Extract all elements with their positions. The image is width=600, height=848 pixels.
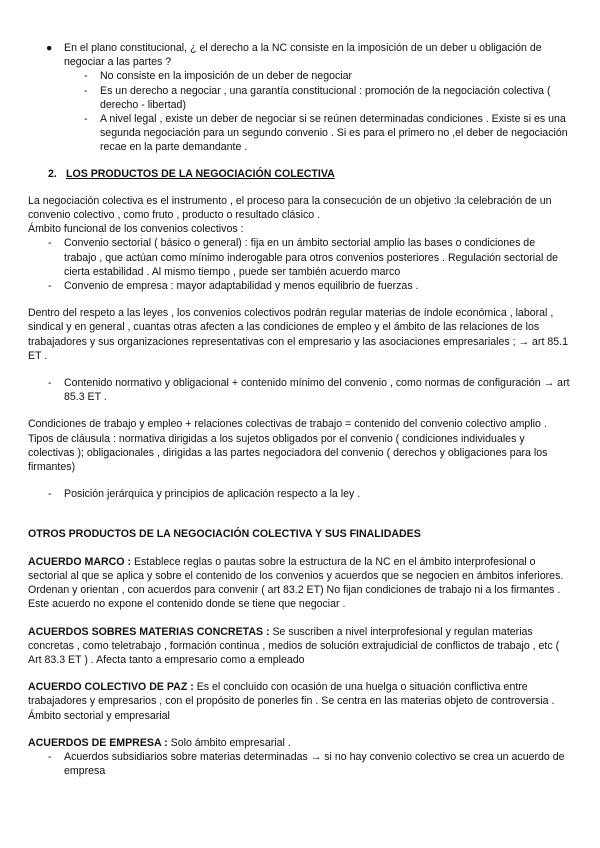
empresa-item [28,750,570,778]
posicion-item-text: Posición jerárquica y principios de aplicación respecto a la ley . [64,488,361,501]
empresa-item-text: Acuerdos subsidiarios sobre materias determinadas → si no hay convenio colectivo se crea un acuerdo de empresa [64,750,565,778]
materias-text: Se suscriben a nivel interprofesional y regulan materias concretas , como teletrabajo , formación continua , medios de solución extrajudicial de conflictos de trabajo , etc ( Art 83.3 ET ) . Afecta tanto a empresario como a empleado [28,625,560,666]
posicion-item [28,487,570,501]
acuerdo-marco-paragraph [28,555,570,612]
section-title: LOS PRODUCTOS DE LA NEGOCIACIÓN COLECTIVA [66,167,335,180]
dash-icon: - [48,237,52,250]
contenido-item [28,376,570,404]
dash-icon: - [48,488,52,501]
ambito-item-2 [28,279,570,293]
bullet-icon: ● [46,42,53,54]
section-number: 2. [48,167,57,180]
section-2-paragraph-4: Tipos de cláusula : normativa dirigidas a los sujetos obligados por el convenio ( condiciones individuales y colectivas ); obligacionales , dirigidas a las partes negociadora del convenio ( derechos y obligaciones para los firmantes) [28,432,548,474]
section-3-heading: OTROS PRODUCTOS DE LA NEGOCIACIÓN COLECTIVA Y SUS FINALIDADES [28,528,421,541]
empresa-label: ACUERDOS DE EMPRESA : [28,736,168,749]
dash-icon: - [84,113,88,126]
empresa-text: Solo ámbito empresarial . [167,736,291,749]
dash-icon: - [84,70,88,83]
acuerdo-marco-text: Establece reglas o pautas sobre la estructura de la NC en el ámbito interprofesional o sectorial al que se aplica y sobre el contenido de los convenios y acuerdos que se negocien en ámbitos inferiores. Ordenan y orientan , con acuerdos para convenir ( art 83.2 ET) No fijan condiciones de trabajo ni a los firmantes . Este acuerdo no expone el contenido donde se tiene que negociar . [28,555,564,611]
section-2-paragraph-1: La negociación colectiva es el instrumento , el proceso para la consecución de un objetivo :la celebración de un convenio colectivo , como fruto , producto o resultado clásico . [28,194,552,222]
paz-text: Es el concluido con ocasión de una huelga o situación conflictiva entre trabajadores y empresarios , con el propósito de ponerles fin . Se centra en las materias objeto de controversia . Ámbito sectorial y empresarial [28,681,555,722]
intro-answer-text: A nivel legal , existe un deber de negociar si se reúnen determinadas condiciones . Existe si es una segunda negociación para un segundo convenio . Si es para el primero no ,el deber de negociación recae en la parte demandante . [100,113,568,154]
acuerdo-marco-label: ACUERDO MARCO : [28,555,131,568]
ambito-item-1 [28,236,570,279]
dash-icon: - [48,750,52,763]
intro-question-text: En el plano constitucional, ¿ el derecho a la NC consiste en la imposición de un deber u obligación de negociar a las partes ? [64,42,542,69]
dash-icon: - [48,377,52,390]
section-2-paragraph-2: Dentro del respeto a las leyes , los convenios colectivos podrán regular materias de índole económica , laboral , sindical y en general , cuantas otras afecten a las condiciones de empleo y el ámbito de las relaciones de los trabajadores y sus organizaciones representativas con el empresario y las asociaciones empresariales ; → art 85.1 ET . [28,307,568,362]
intro-answer-3 [28,112,570,155]
dash-icon: - [48,280,52,293]
ambito-item-text: Convenio sectorial ( básico o general) : fija en un ámbito sectorial amplio las bases o condiciones de trabajo , que actúan como mínimo inderogable para otros convenios posteriores . Regulación sectorial de cierta estabilidad . Al mismo tiempo , puede ser también acuerdo marco [64,237,559,278]
intro-answer-2 [28,84,570,112]
section-2-heading [28,167,570,181]
intro-answer-1 [28,69,570,83]
materias-paragraph [28,625,570,668]
contenido-item-text: Contenido normativo y obligacional + contenido mínimo del convenio , como normas de configuración → art 85.3 ET . [64,377,570,404]
section-2-paragraph-3: Condiciones de trabajo y empleo + relaciones colectivas de trabajo = contenido del convenio colectivo amplio . [28,418,547,431]
ambito-label: Ámbito funcional de los convenios colectivos : [28,223,244,236]
intro-answer-text: Es un derecho a negociar , una garantía constitucional : promoción de la negociación colectiva ( derecho - libertad) [100,84,551,111]
materias-label: ACUERDOS SOBRES MATERIAS CONCRETAS : [28,625,270,638]
dash-icon: - [84,84,88,97]
paz-label: ACUERDO COLECTIVO DE PAZ : [28,681,194,694]
intro-question [28,41,570,69]
paz-paragraph [28,680,570,723]
ambito-item-text: Convenio de empresa : mayor adaptabilidad y menos equilibrio de fuerzas . [64,280,419,293]
intro-answer-text: No consiste en la imposición de un deber de negociar [100,70,353,83]
empresa-paragraph [28,736,570,750]
